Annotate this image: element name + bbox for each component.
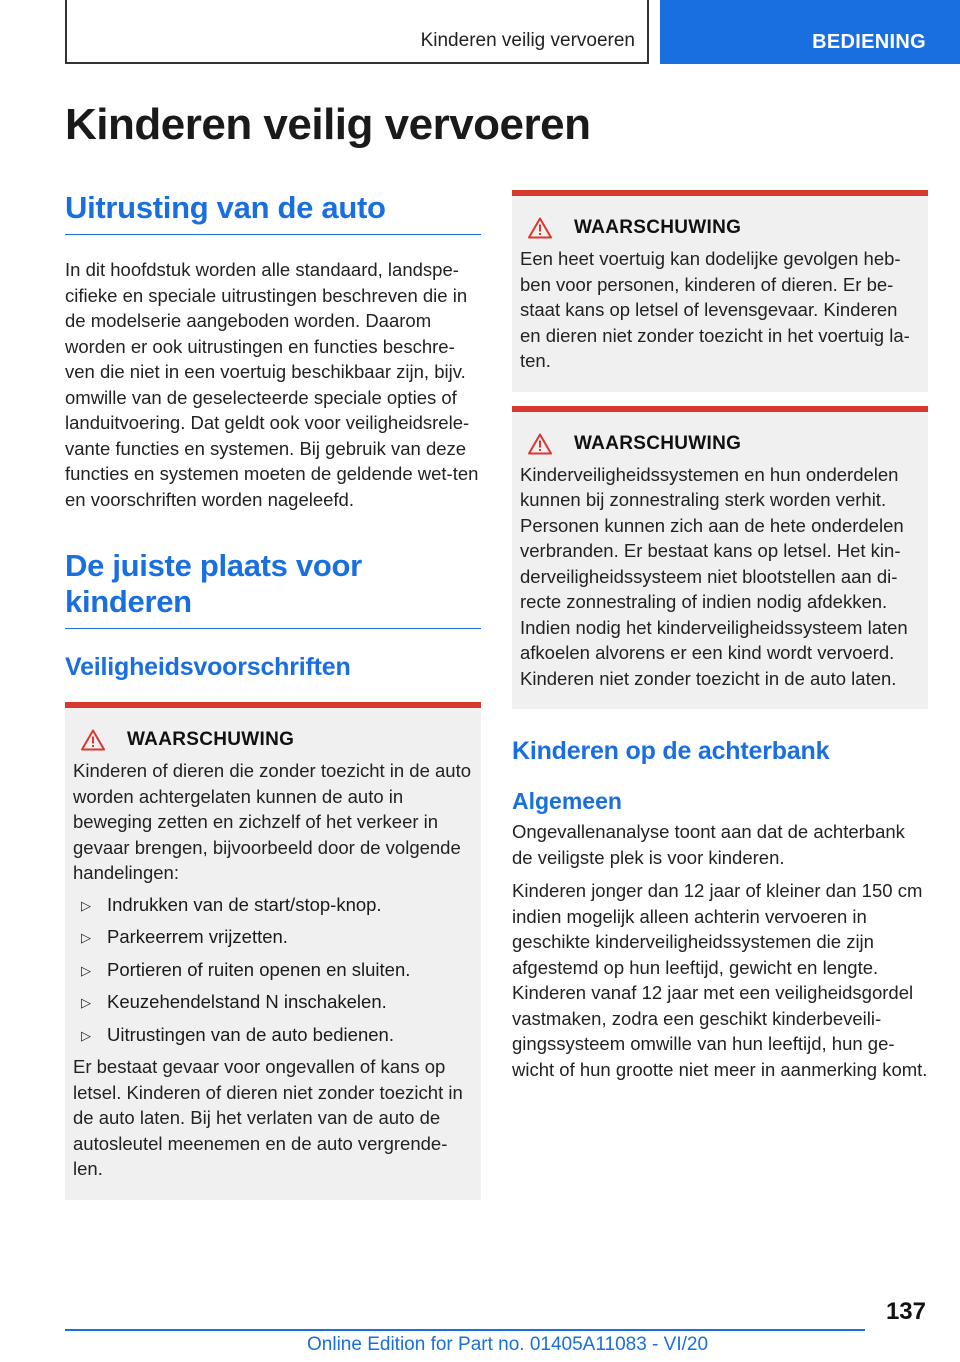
- list-item: ▷ Parkeerrem vrijzetten.: [73, 924, 473, 951]
- right-column: [512, 190, 928, 1082]
- warning-header: [520, 430, 920, 458]
- header-section-box: [65, 0, 649, 64]
- left-column: [65, 190, 481, 1200]
- heading-general: Algemeen: [512, 788, 622, 814]
- warning-header: [73, 726, 473, 754]
- list-item: ▷ Portieren of ruiten openen en sluiten.: [73, 957, 473, 984]
- header-section-title: Kinderen veilig vervoeren: [420, 30, 635, 51]
- paragraph-child-age: Kinderen jonger dan 12 jaar of kleiner dan 150 cm indien mogelijk alleen achterin vervoeren in geschikte kinderveiligheidssystemen die zijn afgestemd op hun leeftijd, gewicht en lengte. Kinderen vanaf 12 jaar met een veiligheidsgordel vastmaken, zodra een geschikt kinderbeveili-gingssysteem omwille van hun leeftijd, hun ge-wicht of hun grootte niet meer in aanmerking komt.: [512, 880, 928, 1080]
- warning-bullet-list: [73, 892, 473, 1049]
- warning-box-sun-heat: [512, 406, 928, 710]
- warning-box-unattended: [65, 702, 481, 1200]
- warning-triangle-icon: [528, 433, 552, 455]
- warning-text: Kinderveiligheidssystemen en hun onderdelen kunnen bij zonnestraling sterk worden verhit. Personen kunnen zich aan de hete onderdelen verbranden. Er bestaat kans op letsel. Het kin-derveiligheidssysteem niet blootstellen aan di-recte zonnestraling of indien nodig afdekken. Indien nodig het kinderveiligheidssysteem laten afkoelen alvorens er een kind wordt vervoerd. Kinderen niet zonder toezicht in de auto laten.: [520, 463, 908, 689]
- list-item: ▷ Indrukken van de start/stop-knop.: [73, 892, 473, 919]
- triangle-right-outline-icon: ▷: [81, 897, 91, 913]
- warning-box-hot-vehicle: [512, 190, 928, 392]
- warning-triangle-icon: [81, 729, 105, 751]
- warning-triangle-icon: [528, 217, 552, 239]
- triangle-right-outline-icon: ▷: [81, 962, 91, 978]
- page-title: Kinderen veilig vervoeren: [65, 100, 591, 149]
- triangle-right-outline-icon: ▷: [81, 1027, 91, 1043]
- footer-edition: Online Edition for Part no. 01405A11083 - VI/20: [307, 1334, 709, 1355]
- warning-header: [520, 214, 920, 242]
- warning-label: WAARSCHUWING: [127, 729, 295, 750]
- warning-label: WAARSCHUWING: [574, 432, 742, 454]
- triangle-right-outline-icon: ▷: [81, 995, 91, 1010]
- paragraph-equipment: In dit hoofdstuk worden alle standaard, landspe-cifieke en speciale uitrustingen beschreven die in de modelserie aangeboden worden. Daarom worden er ook uitrustingen en functies beschre-ven die niet in een voertuig beschikbaar zijn, bijv. omwille van de geselecteerde speciale opties of landuitvoering. Dat geldt ook voor veiligheidsrele-vante functies en systemen. Bij gebruik van deze functies en systemen moeten de geldende wet-ten en voorschriften worden nageleefd.: [65, 259, 479, 510]
- warning-outro: Er bestaat gevaar voor ongevallen of kans op letsel. Kinderen of dieren niet zonder toezicht in de auto laten. Bij het verlaten van de auto de autosleutel meenemen en de auto vergrende-len.: [73, 1056, 463, 1179]
- heading-right-place: De juiste plaats voor kinderen: [65, 548, 481, 629]
- paragraph-accident-analysis: Ongevallenanalyse toont aan dat de achterbank de veiligste plek is voor kinderen.: [512, 821, 905, 868]
- warning-label: WAARSCHUWING: [574, 217, 742, 238]
- heading-back-seat: Kinderen op de achterbank: [512, 737, 830, 765]
- list-item: ▷ Uitrustingen van de auto bedienen.: [73, 1022, 473, 1049]
- warning-text: Een heet voertuig kan dodelijke gevolgen heb-ben voor personen, kinderen of dieren. Er be-staat kans op letsel of levensgevaar. Kinderen en dieren niet zonder toezicht in het voertuig la-ten.: [520, 248, 910, 371]
- footer-divider: [65, 1329, 865, 1331]
- heading-equipment: Uitrusting van de auto: [65, 190, 481, 235]
- header-chapter-label: BEDIENING: [812, 31, 926, 53]
- triangle-right-outline-icon: ▷: [81, 930, 91, 945]
- list-item: ▷ Keuzehendelstand N inschakelen.: [73, 989, 473, 1016]
- warning-intro: Kinderen of dieren die zonder toezicht in de auto worden achtergelaten kunnen de auto in beweging zetten en zichzelf of het verkeer in gevaar brengen, bijvoorbeeld door de volgende handelingen:: [73, 760, 472, 883]
- heading-safety-rules: Veiligheidsvoorschriften: [65, 653, 351, 681]
- header-chapter-tab[interactable]: [660, 0, 960, 64]
- page-number: 137: [885, 1298, 926, 1325]
